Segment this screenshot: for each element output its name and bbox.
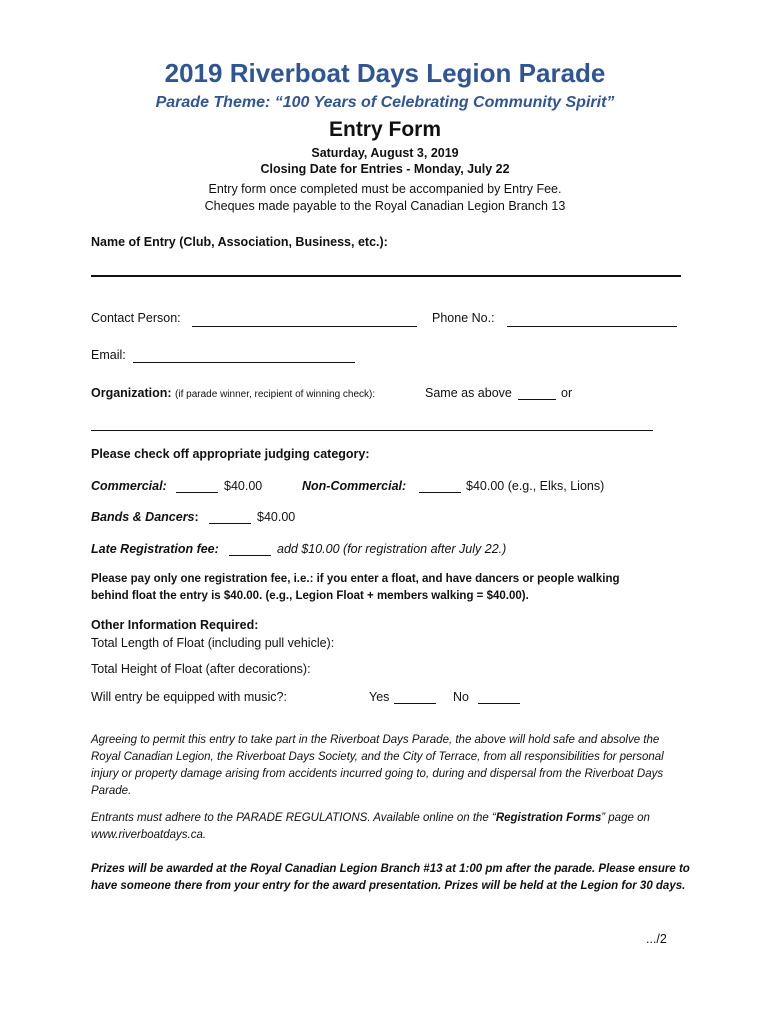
regulations-text-before: Entrants must adhere to the PARADE REGULATIONS. Available online on the “ xyxy=(91,812,496,824)
bands-colon: : xyxy=(194,510,199,524)
phone-field[interactable] xyxy=(507,326,677,327)
contact-person-label: Contact Person: xyxy=(91,311,181,325)
phone-label: Phone No.: xyxy=(432,311,495,325)
same-as-above-check[interactable] xyxy=(518,399,556,400)
event-date: Saturday, August 3, 2019 xyxy=(311,146,459,160)
or-label: or xyxy=(561,386,573,400)
music-label: Will entry be equipped with music?: xyxy=(91,690,287,704)
contact-person-field[interactable] xyxy=(192,326,417,327)
agreement-text: Agreeing to permit this entry to take part in the Riverboat Days Parade, the above will hold safe and absolve the Royal Canadian Legion, the Riverboat Days Society, and the City of Terrace, from all responsibilities for personal injury or property damage arising from accidents incurred going to, during and dispersal from the Riverboat Days Parade. xyxy=(91,734,664,797)
prizes-text: Prizes will be awarded at the Royal Canadian Legion Branch #13 at 1:00 pm after the parade. Please ensure to have someone there from your entry for the award presentation. Prizes will be held at the Legion for 30 days. xyxy=(91,863,690,892)
email-field[interactable] xyxy=(133,362,355,363)
commercial-price: $40.00 xyxy=(224,479,263,493)
organization-label: Organization: xyxy=(91,386,172,400)
late-fee-text: add $10.00 (for registration after July 22.) xyxy=(277,542,507,556)
fee-note-line1: Please pay only one registration fee, i.e.: if you enter a float, and have dancers or people walking xyxy=(91,573,620,585)
page-title: 2019 Riverboat Days Legion Parade xyxy=(164,58,606,88)
regulations-text xyxy=(91,810,691,844)
name-of-entry-field[interactable] xyxy=(91,275,681,277)
same-as-above-label: Same as above xyxy=(425,386,512,400)
noncommercial-price: $40.00 (e.g., Elks, Lions) xyxy=(466,479,605,493)
cheque-note: Cheques made payable to the Royal Canadian Legion Branch 13 xyxy=(204,199,566,213)
registration-forms-text: Registration Forms xyxy=(495,812,602,824)
noncommercial-check[interactable] xyxy=(419,492,461,493)
bands-check[interactable] xyxy=(209,523,251,524)
regulations-text-after: ” page on www.riverboatdays.ca. xyxy=(91,812,650,841)
judging-heading: Please check off appropriate judging category: xyxy=(91,447,370,461)
form-title: Entry Form xyxy=(328,118,441,141)
bands-price: $40.00 xyxy=(257,510,296,524)
organization-note: (if parade winner, recipient of winning check): xyxy=(175,389,376,400)
organization-field[interactable] xyxy=(91,430,653,431)
music-no-check[interactable] xyxy=(478,703,520,704)
fee-note: Entry form once completed must be accompanied by Entry Fee. xyxy=(208,182,562,196)
email-label: Email: xyxy=(91,348,126,362)
commercial-check[interactable] xyxy=(176,492,218,493)
music-yes-label: Yes xyxy=(369,690,390,704)
music-yes-check[interactable] xyxy=(394,703,436,704)
float-height-label: Total Height of Float (after decorations): xyxy=(91,662,311,676)
other-info-heading: Other Information Required: xyxy=(91,618,259,632)
name-of-entry-label: Name of Entry (Club, Association, Business, etc.): xyxy=(91,235,388,249)
late-fee-label: Late Registration fee: xyxy=(91,542,219,556)
bands-label: Bands & Dancers xyxy=(91,510,195,524)
fee-note-line2: behind float the entry is $40.00. (e.g., Legion Float + members walking = $40.00). xyxy=(91,590,529,602)
music-no-label: No xyxy=(453,690,469,704)
late-fee-check[interactable] xyxy=(229,555,271,556)
float-length-label: Total Length of Float (including pull vehicle): xyxy=(91,636,335,650)
closing-date: Closing Date for Entries - Monday, July 22 xyxy=(260,162,510,176)
parade-theme: Parade Theme: “100 Years of Celebrating Community Spirit” xyxy=(155,94,615,111)
commercial-label: Commercial: xyxy=(91,479,167,493)
noncommercial-label: Non-Commercial: xyxy=(302,479,407,493)
page-continuation: .../2 xyxy=(646,932,667,946)
